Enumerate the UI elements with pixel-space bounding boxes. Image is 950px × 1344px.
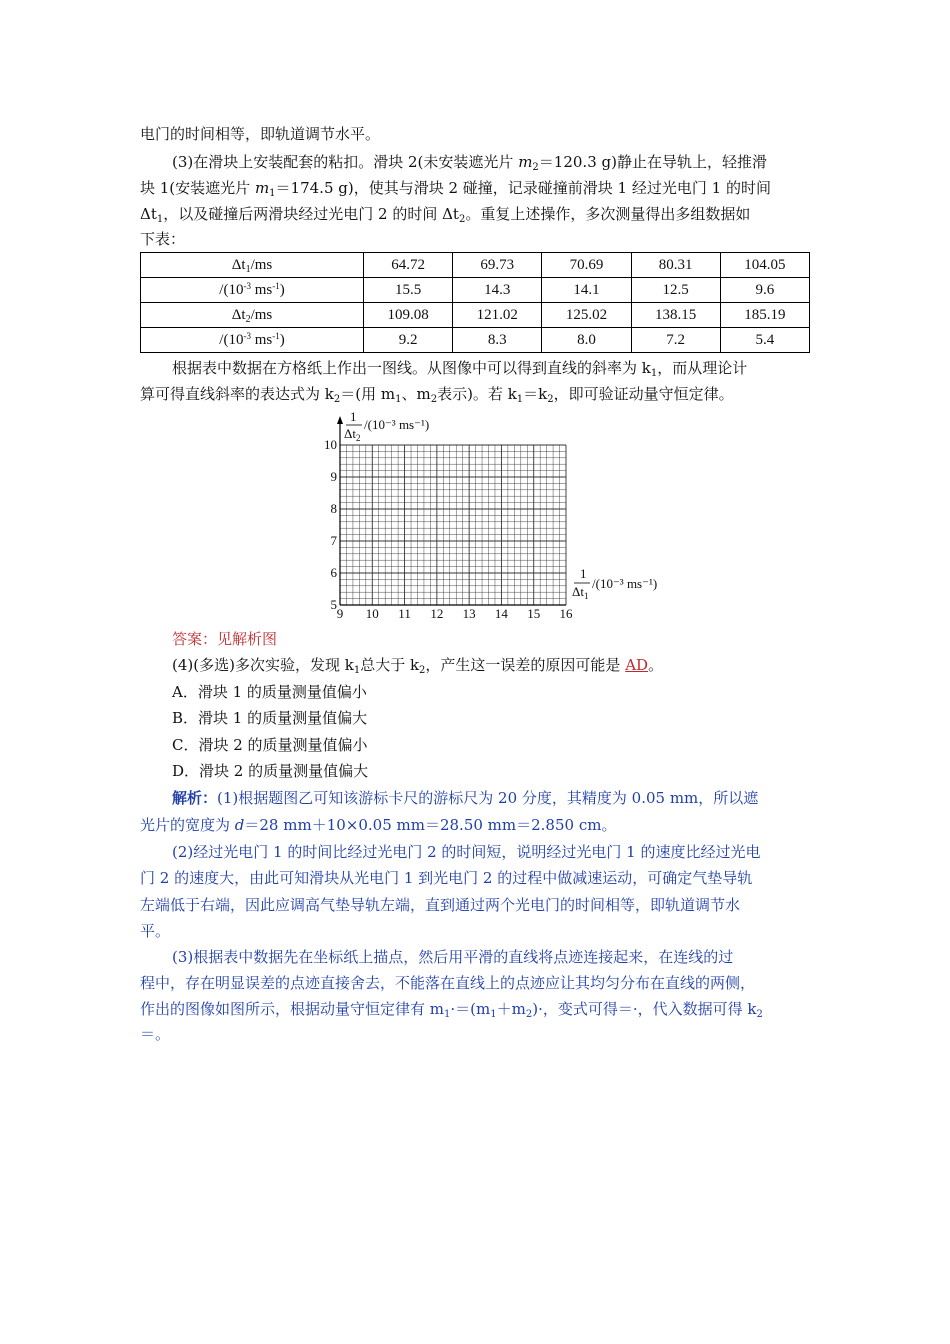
text-line: 下表： bbox=[140, 230, 186, 248]
cell: 69.73 bbox=[453, 253, 542, 278]
x-tick-label: 13 bbox=[462, 606, 476, 621]
option-d: D．滑块 2 的质量测量值偏大 bbox=[172, 762, 369, 780]
x-tick-label: 15 bbox=[527, 606, 541, 621]
option-c: C．滑块 2 的质量测量值偏小 bbox=[172, 736, 368, 754]
analysis-line: 光片的宽度为 d＝28 mm＋10×0.05 mm＝28.50 mm＝2.850 cm。 bbox=[140, 816, 617, 834]
y-tick-label: 8 bbox=[330, 501, 337, 516]
cell: 5.4 bbox=[720, 328, 809, 353]
table-row bbox=[141, 328, 810, 353]
cell: 104.05 bbox=[720, 253, 809, 278]
x-tick-label: 16 bbox=[559, 606, 573, 621]
cell: 138.15 bbox=[631, 303, 720, 328]
cell: 109.08 bbox=[364, 303, 453, 328]
option-b: B．滑块 1 的质量测量值偏大 bbox=[172, 709, 368, 727]
cell: 121.02 bbox=[453, 303, 542, 328]
x-tick-label: 11 bbox=[398, 606, 411, 621]
data-table bbox=[140, 252, 810, 353]
x-label-unit: /(10⁻³ ms⁻¹) bbox=[592, 576, 658, 591]
y-label-num: 1 bbox=[350, 409, 357, 424]
text-line: 块 1(安装遮光片 $m_1=174.5$ g)，使其与滑块 2 碰撞，记录碰撞前滑块 1 经过光电门 1 的时间 bbox=[140, 179, 771, 199]
y-tick-label: 7 bbox=[330, 533, 337, 548]
analysis-line: 作出的图像如图所示，根据动量守恒定律有 $m_1\cdot=(m_1+m_2)\cdot$，变式可得＝·，代入数据可得 $k_2$ bbox=[140, 1000, 763, 1020]
x-tick-label: 9 bbox=[336, 606, 344, 621]
cell: 125.02 bbox=[542, 303, 631, 328]
y-tick-label: 5 bbox=[330, 597, 337, 612]
x-label-den: $\Delta t_1$ bbox=[572, 584, 589, 601]
analysis-line: 左端低于右端，因此应调高气垫导轨左端，直到通过两个光电门的时间相等，即轨道调节水 bbox=[140, 896, 741, 914]
answer-ad: AD bbox=[625, 656, 649, 674]
grid-graph bbox=[318, 408, 678, 623]
y-label-unit: /(10⁻³ ms⁻¹) bbox=[364, 417, 430, 432]
answer-line: 答案：见解析图 bbox=[172, 630, 278, 648]
y-label-den: $\Delta t_2$ bbox=[344, 426, 361, 443]
cell: 8.0 bbox=[542, 328, 631, 353]
cell: 15.5 bbox=[364, 278, 453, 303]
grid-lines bbox=[340, 445, 566, 605]
option-a: A．滑块 1 的质量测量值偏小 bbox=[172, 683, 367, 701]
analysis-line: 门 2 的速度大，由此可知滑块从光电门 1 到光电门 2 的过程中做减速运动，可确定气垫导轨 bbox=[140, 869, 753, 887]
x-tick-label: 12 bbox=[430, 606, 444, 621]
cell: 7.2 bbox=[631, 328, 720, 353]
text-line: $\Delta t_1$，以及碰撞后两滑块经过光电门 2 的时间 $\Delta t_2$。重复上述操作，多次测量得出多组数据如 bbox=[140, 205, 751, 225]
cell: 12.5 bbox=[631, 278, 720, 303]
text-line: 算可得直线斜率的表达式为 $k_2=$(用 $m_1$、$m_2$表示)。若 $k_1=k_2$，即可验证动量守恒定律。 bbox=[140, 385, 734, 405]
cell: 14.1 bbox=[542, 278, 631, 303]
analysis-line: (3)根据表中数据先在坐标纸上描点，然后用平滑的直线将点迹连接起来，在连线的过 bbox=[172, 948, 734, 966]
row-label: $/(10^{-3}$ $ms^{-1}$) bbox=[141, 278, 364, 303]
analysis-line: 程中，存在明显误差的点迹直接舍去，不能落在直线上的点迹应让其均匀分布在直线的两侧， bbox=[140, 974, 756, 992]
analysis-line: 解析：(1)根据题图乙可知该游标卡尺的游标尺为 20 分度，其精度为 0.05 mm，所以遮 bbox=[172, 789, 759, 807]
x-tick-label: 10 bbox=[365, 606, 379, 621]
question-4: (4)(多选)多次实验，发现 $k_1$总大于 $k_2$，产生这一误差的原因可能是 AD。 bbox=[172, 656, 664, 676]
text-line: 电门的时间相等，即轨道调节水平。 bbox=[140, 125, 381, 143]
tick-labels bbox=[324, 437, 573, 621]
analysis-line: ＝。 bbox=[140, 1025, 171, 1043]
cell: 185.19 bbox=[720, 303, 809, 328]
y-tick-label: 6 bbox=[330, 565, 337, 580]
row-label: $\Delta t_2/ms$ bbox=[141, 303, 364, 328]
table-row bbox=[141, 303, 810, 328]
y-tick-label: 10 bbox=[324, 437, 337, 452]
text-line: (3)在滑块上安装配套的粘扣。滑块 2(未安装遮光片 $m_2=120.3$ g)静止在导轨上，轻推滑 bbox=[172, 153, 767, 173]
y-tick-label: 9 bbox=[330, 469, 337, 484]
cell: 8.3 bbox=[453, 328, 542, 353]
row-label: $/(10^{-3}$ $ms^{-1}$) bbox=[141, 328, 364, 353]
x-tick-label: 14 bbox=[494, 606, 508, 621]
table-row bbox=[141, 278, 810, 303]
cell: 64.72 bbox=[364, 253, 453, 278]
cell: 14.3 bbox=[453, 278, 542, 303]
cell: 70.69 bbox=[542, 253, 631, 278]
analysis-line: 平。 bbox=[140, 922, 171, 940]
text-line: 根据表中数据在方格纸上作出一图线。从图像中可以得到直线的斜率为 $k_1$，而从理论计 bbox=[172, 359, 748, 379]
analysis-line: (2)经过光电门 1 的时间比经过光电门 2 的时间短，说明经过光电门 1 的速度比经过光电 bbox=[172, 843, 761, 861]
y-axis-arrow-icon bbox=[337, 416, 343, 424]
x-label-num: 1 bbox=[580, 566, 587, 581]
cell: 9.2 bbox=[364, 328, 453, 353]
row-label: $\Delta t_1/ms$ bbox=[141, 253, 364, 278]
table-row bbox=[141, 253, 810, 278]
cell: 9.6 bbox=[720, 278, 809, 303]
cell: 80.31 bbox=[631, 253, 720, 278]
